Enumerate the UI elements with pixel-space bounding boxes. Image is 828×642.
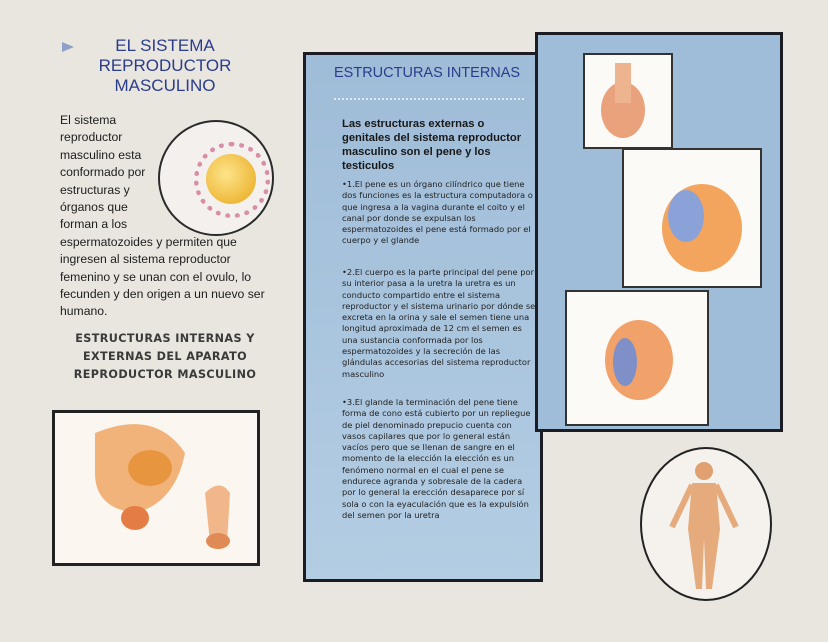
intro-text	[60, 112, 275, 321]
paragraph-3: •3.El glande la terminación del pene tiene forma de cono está cubierto por un repliegue de piel denominado prepucio cuenta con vasos capilares que por lo general están vacíos pero que se llenan de sangre en el momento de la elección la elección es un fenómeno normal en el cual el pene se endurece agranda y sobresale de la cadera por lo general la erección desaparece por sí sola o con la eyaculación que es la expulsión del semen por la uretra	[342, 397, 531, 520]
internal-structures-panel	[303, 52, 543, 582]
lead-text: Las estructuras externas o genitales del sistema reproductor masculino son el pene y los testiculos	[342, 118, 522, 172]
panel-title: ESTRUCTURAS INTERNAS	[334, 65, 521, 81]
divider	[334, 98, 524, 100]
intro-paragraph: El sistema reproductor masculino esta conformado por estructuras y órganos que forman a los espermatozoides y permiten que ingresen al sistema reproductor femenino y se unan con el ovulo, lo fecunden y den origen a un nuevo ser humano.	[60, 113, 265, 319]
testicle-layers-image	[565, 290, 709, 426]
page-title: EL SISTEMA REPRODUCTOR MASCULINO	[98, 36, 232, 95]
human-body-illustration	[640, 447, 772, 601]
section-subheading: ESTRUCTURAS INTERNAS Y EXTERNAS DEL APARATO REPRODUCTOR MASCULINO	[73, 332, 257, 381]
testicle-cross-section-image	[622, 148, 762, 288]
paragraph-2: •2.El cuerpo es la parte principal del pene por su interior pasa a la uretra la uretra es un conducto compartido entre el sistema reproductor y el sistema urinario por dónde se excreta en la orina y sale el semen tiene una longitud aproximada de 12 cm el semen es una sustancia conformada por los espermatozoides y la secreción de las glándulas accesorias del sistema reproductor masculino	[342, 267, 536, 379]
paragraph-1: •1.El pene es un órgano cilíndrico que tiene dos funciones es la estructura computadora o que ingresa a la vagina durante el coito y el canal por donde se expulsan los espermatozoides el pene está formado por el cuerpo y el glande	[342, 179, 533, 246]
anatomy-diagram	[52, 410, 260, 566]
external-genitalia-image	[583, 53, 673, 149]
